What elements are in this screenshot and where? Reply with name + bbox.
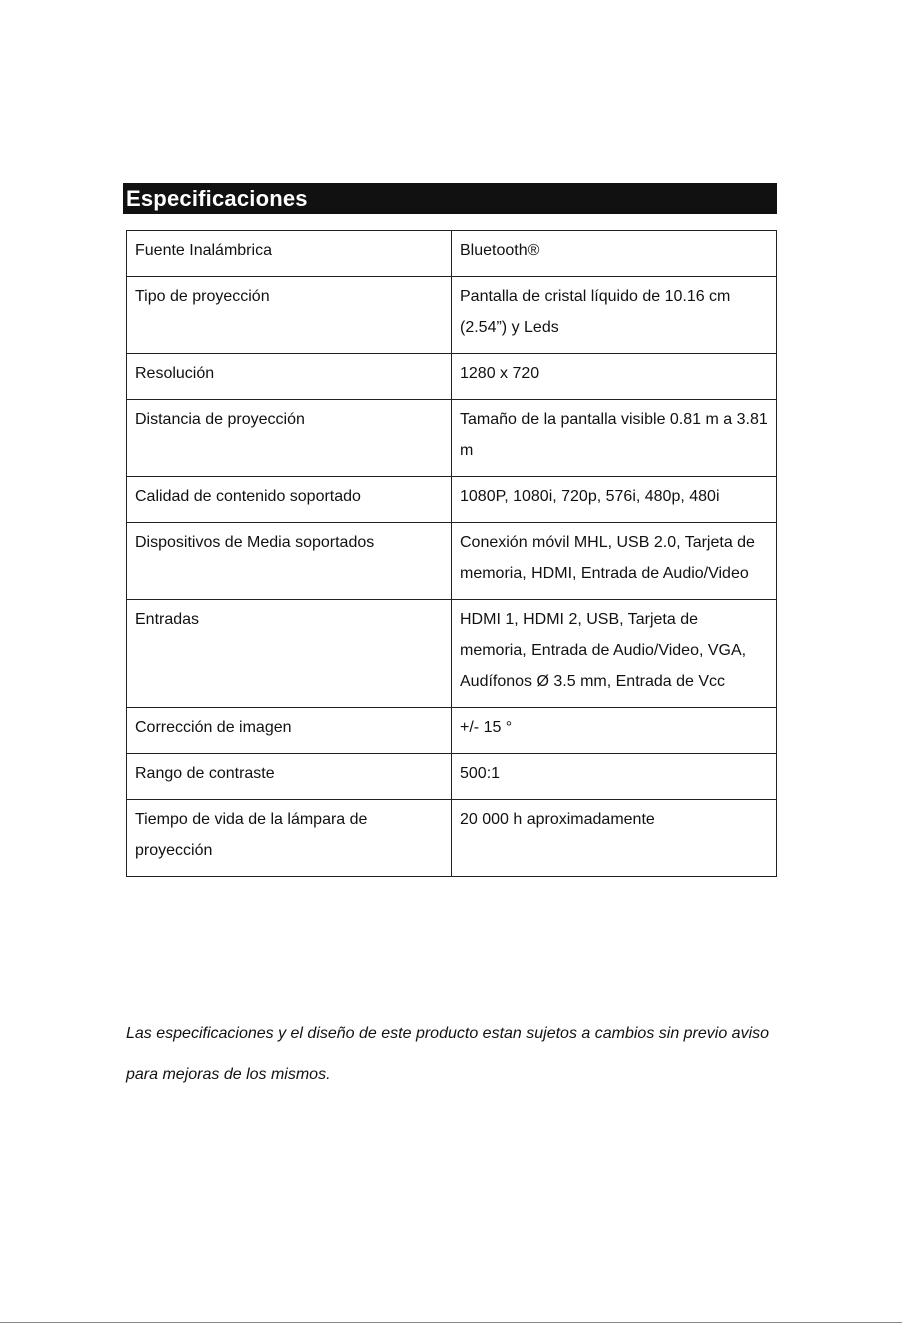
specs-table	[126, 230, 777, 877]
table-row	[127, 600, 777, 708]
spec-value: Bluetooth®	[452, 231, 777, 277]
spec-key: Corrección de imagen	[127, 708, 452, 754]
spec-key: Entradas	[127, 600, 452, 708]
page-bottom-divider	[0, 1322, 902, 1323]
table-row	[127, 277, 777, 354]
spec-key: Calidad de contenido soportado	[127, 477, 452, 523]
spec-value: 500:1	[452, 754, 777, 800]
table-row	[127, 754, 777, 800]
spec-key: Rango de contraste	[127, 754, 452, 800]
spec-value: Conexión móvil MHL, USB 2.0, Tarjeta de memoria, HDMI, Entrada de Audio/Video	[452, 523, 777, 600]
table-row	[127, 800, 777, 877]
section-title: Especificaciones	[123, 183, 777, 214]
table-row	[127, 231, 777, 277]
spec-value: +/- 15 °	[452, 708, 777, 754]
spec-value: 1080P, 1080i, 720p, 576i, 480p, 480i	[452, 477, 777, 523]
spec-value: Tamaño de la pantalla visible 0.81 m a 3.81 m	[452, 400, 777, 477]
spec-value: Pantalla de cristal líquido de 10.16 cm (2.54”) y Leds	[452, 277, 777, 354]
table-row	[127, 708, 777, 754]
table-row	[127, 523, 777, 600]
spec-key: Distancia de proyección	[127, 400, 452, 477]
spec-key: Fuente Inalámbrica	[127, 231, 452, 277]
spec-key: Resolución	[127, 354, 452, 400]
spec-key: Tiempo de vida de la lámpara de proyección	[127, 800, 452, 877]
spec-key: Tipo de proyección	[127, 277, 452, 354]
table-row	[127, 400, 777, 477]
table-row	[127, 477, 777, 523]
spec-value: 20 000 h aproximadamente	[452, 800, 777, 877]
spec-value: 1280 x 720	[452, 354, 777, 400]
spec-key: Dispositivos de Media soportados	[127, 523, 452, 600]
table-row	[127, 354, 777, 400]
spec-value: HDMI 1, HDMI 2, USB, Tarjeta de memoria, Entrada de Audio/Video, VGA, Audífonos Ø 3.5 mm, Entrada de Vcc	[452, 600, 777, 708]
disclaimer-note: Las especificaciones y el diseño de este producto estan sujetos a cambios sin previo aviso para mejoras de los mismos.	[126, 1025, 770, 1083]
